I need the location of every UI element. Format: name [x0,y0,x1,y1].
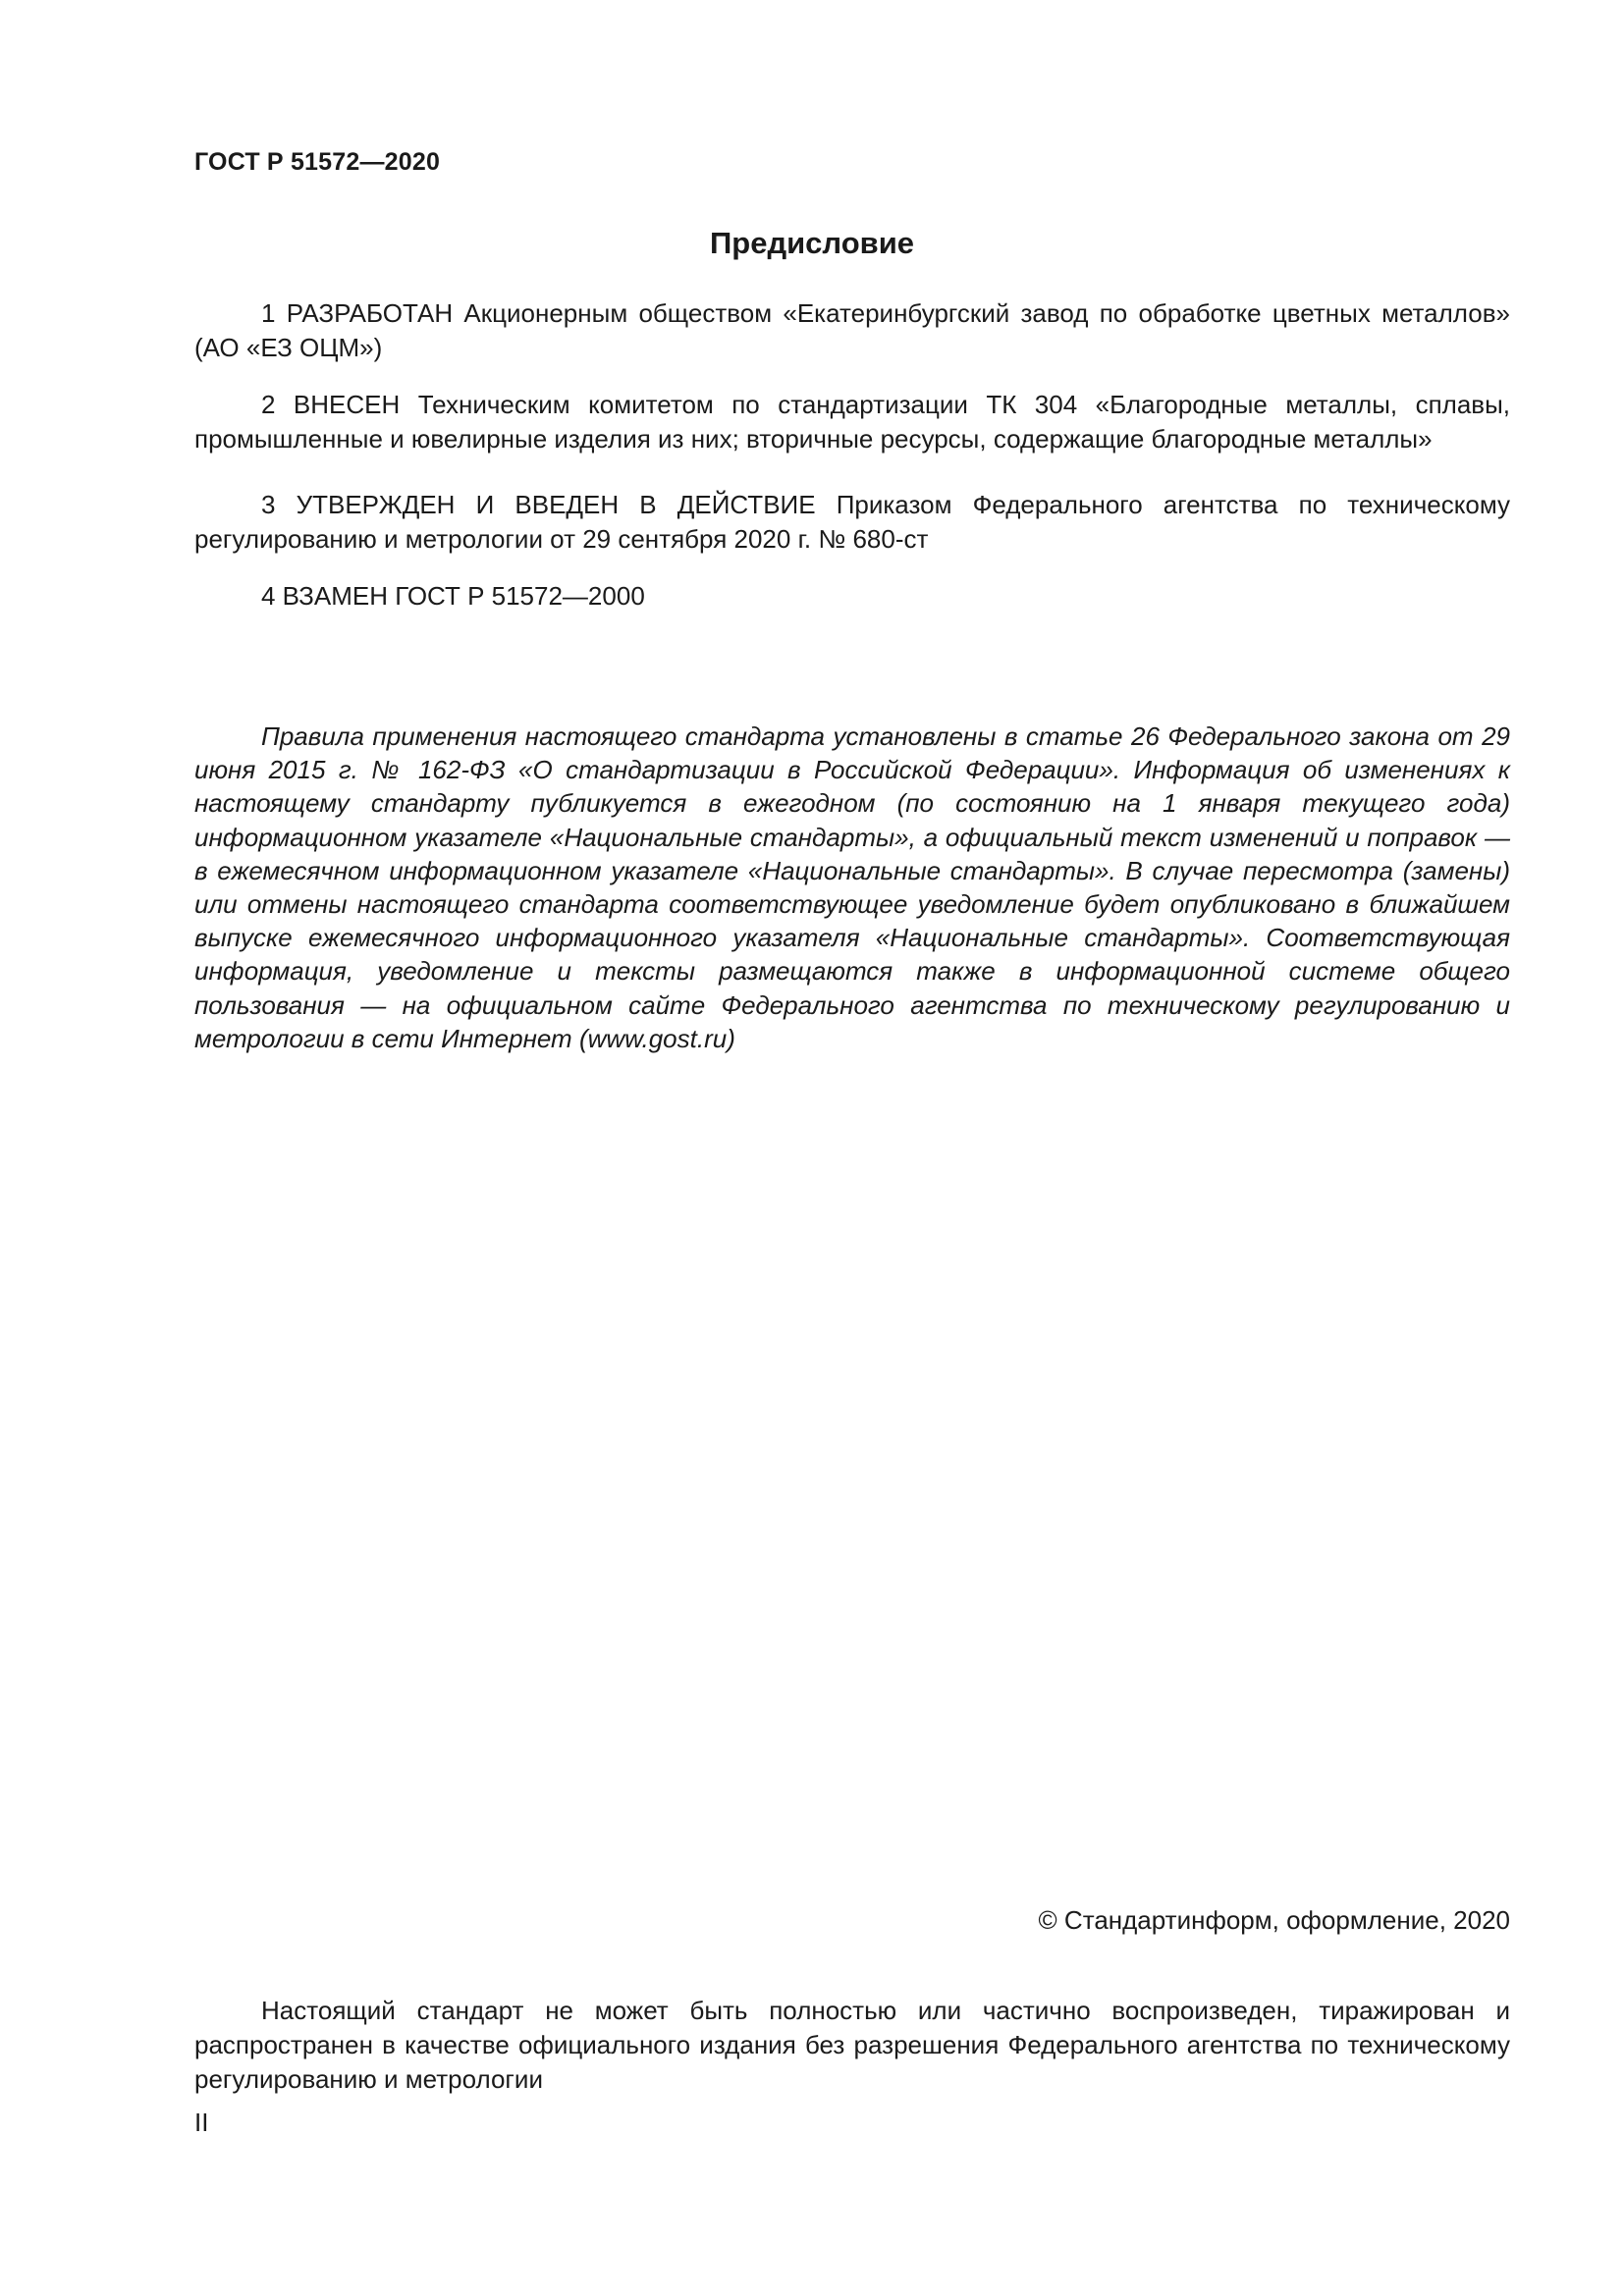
page-number: II [194,2108,209,2137]
foreword-item-submitted: 2 ВНЕСЕН Техническим комитетом по стандартизации ТК 304 «Благородные металлы, сплавы, промышленные и ювелирные изделия из них; вторичные ресурсы, содержащие благородные металлы» [194,390,1510,454]
rules-of-application-note: Правила применения настоящего стандарта установлены в статье 26 Федерального закона от 29 июня 2015 г. № 162-ФЗ «О стандартизации в Российской Федерации». Информация об изменениях к настоящему стандарту публикуется в ежегодном (по состоянию на 1 января текущего года) информационном указателе «Национальные стандарты», а официальный текст изменений и поправок — в ежемесячном информационном указателе «Национальные стандарты». В случае пересмотра (замены) или отмены настоящего стандарта соответствующее уведомление будет опубликовано в ближайшем выпуске ежемесячного информационного указателя «Национальные стандарты». Соответствующая информация, уведомление и тексты размещаются также в информационной системе общего пользования — на официальном сайте Федерального агентства по техническому регулированию и метрологии в сети Интернет (www.gost.ru) [194,721,1510,1053]
foreword-item-approved: 3 УТВЕРЖДЕН И ВВЕДЕН В ДЕЙСТВИЕ Приказом Федерального агентства по техническому регулированию и метрологии от 29 сентября 2020 г. № 680-ст [194,490,1510,554]
page-title: Предисловие [709,226,914,260]
copyright-notice: © Стандартинформ, оформление, 2020 [1038,1905,1510,1935]
foreword-item-developed: 1 РАЗРАБОТАН Акционерным обществом «Екатеринбургский завод по обработке цветных металлов» (АО «ЕЗ ОЦМ») [194,298,1510,362]
reproduction-notice: Настоящий стандарт не может быть полностью или частично воспроизведен, тиражирован и распространен в качестве официального издания без разрешения Федерального агентства по техническому регулированию и метрологии [194,1996,1510,2094]
document-code-header: ГОСТ Р 51572—2020 [194,148,441,176]
foreword-item-replaces: 4 ВЗАМЕН ГОСТ Р 51572—2000 [261,581,645,611]
